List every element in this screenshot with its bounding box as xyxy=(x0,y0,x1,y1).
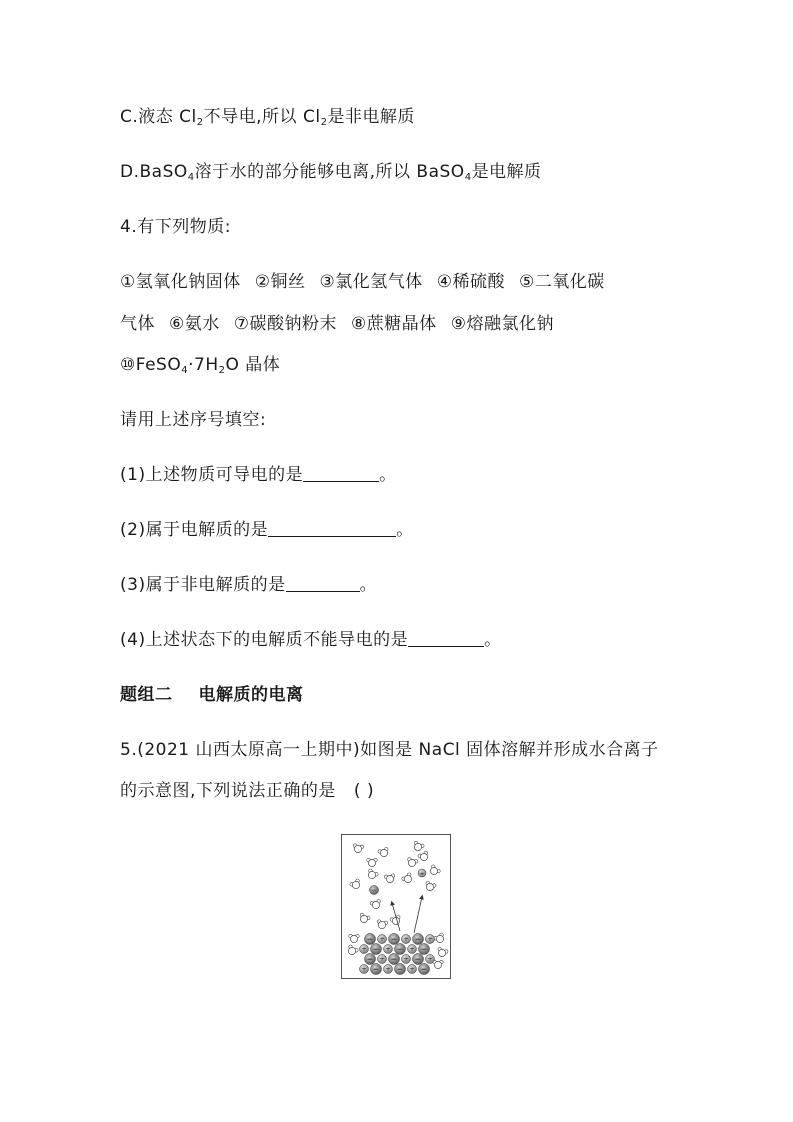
option-c-mid: 不导电,所以 Cl xyxy=(203,107,321,127)
sub-question-3 xyxy=(120,573,377,597)
item-7: ⑦碳酸钠粉末 xyxy=(233,314,337,334)
plus-sign: + xyxy=(385,966,391,974)
answer-blank-4[interactable] xyxy=(408,628,484,647)
option-d-prefix: D.BaSO xyxy=(120,162,188,182)
sub-question-1-text: (1)上述物质可导电的是 xyxy=(120,465,304,485)
plus-sign: + xyxy=(403,956,409,964)
water-molecule xyxy=(401,872,414,885)
item-10-sub1: 4 xyxy=(181,365,189,376)
minus-sign: − xyxy=(420,944,428,954)
section-heading-title: 题组二 xyxy=(120,685,173,705)
answer-blank-3[interactable] xyxy=(286,573,360,592)
question-4-stem: 4.有下列物质: xyxy=(120,217,231,237)
minus-sign: − xyxy=(390,934,398,944)
plus-sign: + xyxy=(419,870,425,877)
water-molecule xyxy=(384,874,396,884)
plus-sign: + xyxy=(403,936,409,944)
plus-sign: + xyxy=(427,956,433,964)
plus-sign: + xyxy=(361,946,367,954)
section-heading xyxy=(120,683,304,707)
option-c-sub1: 2 xyxy=(196,117,204,128)
question-4-items-line1 xyxy=(120,270,605,294)
plus-sign: + xyxy=(361,966,367,974)
sub-question-2 xyxy=(120,518,414,542)
water-molecule xyxy=(433,960,443,968)
minus-sign: − xyxy=(414,954,422,964)
sub-question-2-end: 。 xyxy=(396,520,414,540)
item-10-mid: ·7H xyxy=(188,355,219,375)
minus-sign: − xyxy=(366,954,374,964)
plus-sign: + xyxy=(427,936,433,944)
item-1: ①氢氧化钠固体 xyxy=(120,272,241,292)
minus-sign: − xyxy=(372,964,380,974)
water-molecule xyxy=(428,864,441,877)
option-c-suffix: 是非电解质 xyxy=(327,107,415,127)
item-9: ⑨熔融氯化钠 xyxy=(450,314,554,334)
sub-question-2-text: (2)属于电解质的是 xyxy=(120,520,269,540)
water-molecule xyxy=(352,844,364,854)
water-molecule xyxy=(412,841,425,853)
answer-blank-2[interactable] xyxy=(268,518,396,537)
option-d-mid: 溶于水的部分能够电离,所以 BaSO xyxy=(194,162,465,182)
item-8: ⑧蔗糖晶体 xyxy=(351,314,437,334)
water-molecule xyxy=(424,881,437,892)
minus-sign: − xyxy=(371,887,377,895)
sub-question-1-end: 。 xyxy=(379,465,397,485)
sub-question-4-end: 。 xyxy=(484,630,502,650)
plus-sign: + xyxy=(409,946,415,954)
nacl-dissolution-figure xyxy=(341,834,451,979)
minus-sign: − xyxy=(420,964,428,974)
option-d-sub2: 4 xyxy=(464,172,472,183)
plus-sign: + xyxy=(409,966,415,974)
water-molecule xyxy=(433,932,446,944)
nacl-crystal-lattice xyxy=(360,934,435,975)
minus-sign: − xyxy=(372,944,380,954)
answer-bracket[interactable]: ( ) xyxy=(353,781,375,801)
plus-sign: + xyxy=(385,946,391,954)
plus-sign: + xyxy=(379,956,385,964)
question-4-item-10 xyxy=(120,353,280,377)
water-molecule xyxy=(358,913,371,925)
option-c-prefix: C.液态 Cl xyxy=(120,107,197,127)
answer-blank-1[interactable] xyxy=(303,463,379,482)
minus-sign: − xyxy=(414,934,422,944)
section-heading-subtitle: 电解质的电离 xyxy=(198,685,304,705)
option-d xyxy=(120,160,542,184)
item-6: ⑥氨水 xyxy=(169,314,220,334)
sub-question-4-text: (4)上述状态下的电解质不能导电的是 xyxy=(120,630,409,650)
item-5-continued: 气体 xyxy=(120,314,155,334)
water-molecule xyxy=(376,920,388,930)
sub-question-3-end: 。 xyxy=(359,575,378,595)
water-molecule xyxy=(349,934,359,942)
water-molecule xyxy=(366,868,379,880)
item-2: ②铜丝 xyxy=(254,272,306,292)
water-molecule xyxy=(378,847,391,858)
item-5: ⑤二氧化碳 xyxy=(519,272,605,292)
water-molecule xyxy=(349,878,362,890)
water-molecule xyxy=(406,857,418,868)
minus-sign: − xyxy=(366,934,374,944)
minus-sign: − xyxy=(390,954,398,964)
sub-question-4 xyxy=(120,628,502,652)
item-10-prefix: ⑩FeSO xyxy=(120,355,182,375)
option-c xyxy=(120,105,415,129)
question-5-line2 xyxy=(120,779,374,803)
item-3: ③氯化氢气体 xyxy=(319,272,423,292)
option-d-suffix: 是电解质 xyxy=(471,162,542,182)
option-c-sub2: 2 xyxy=(320,117,328,128)
question-4-instruction: 请用上述序号填空: xyxy=(120,410,267,430)
water-molecule xyxy=(436,947,449,958)
sub-question-1 xyxy=(120,463,397,487)
item-10-suffix: O 晶体 xyxy=(225,355,281,375)
water-molecule xyxy=(417,851,430,863)
option-d-sub1: 4 xyxy=(187,172,195,183)
sub-question-3-text: (3)属于非电解质的是 xyxy=(120,575,286,595)
plus-sign: + xyxy=(379,936,385,944)
item-4: ④稀硫酸 xyxy=(436,272,505,292)
minus-sign: − xyxy=(396,944,404,954)
question-4-items-line2 xyxy=(120,312,554,336)
minus-sign: − xyxy=(396,964,404,974)
water-molecule xyxy=(367,858,377,866)
dissolution-arrows xyxy=(392,897,422,933)
question-5-line2-text: 的示意图,下列说法正确的是 xyxy=(120,781,336,801)
nacl-dissolution-icon xyxy=(342,835,450,978)
water-molecule xyxy=(370,899,382,910)
question-5-line1: 5.(2021 山西太原高一上期中)如图是 NaCl 固体溶解并形成水合离子 xyxy=(120,740,659,760)
item-10-sub2: 2 xyxy=(218,365,226,376)
water-molecule xyxy=(346,944,359,956)
